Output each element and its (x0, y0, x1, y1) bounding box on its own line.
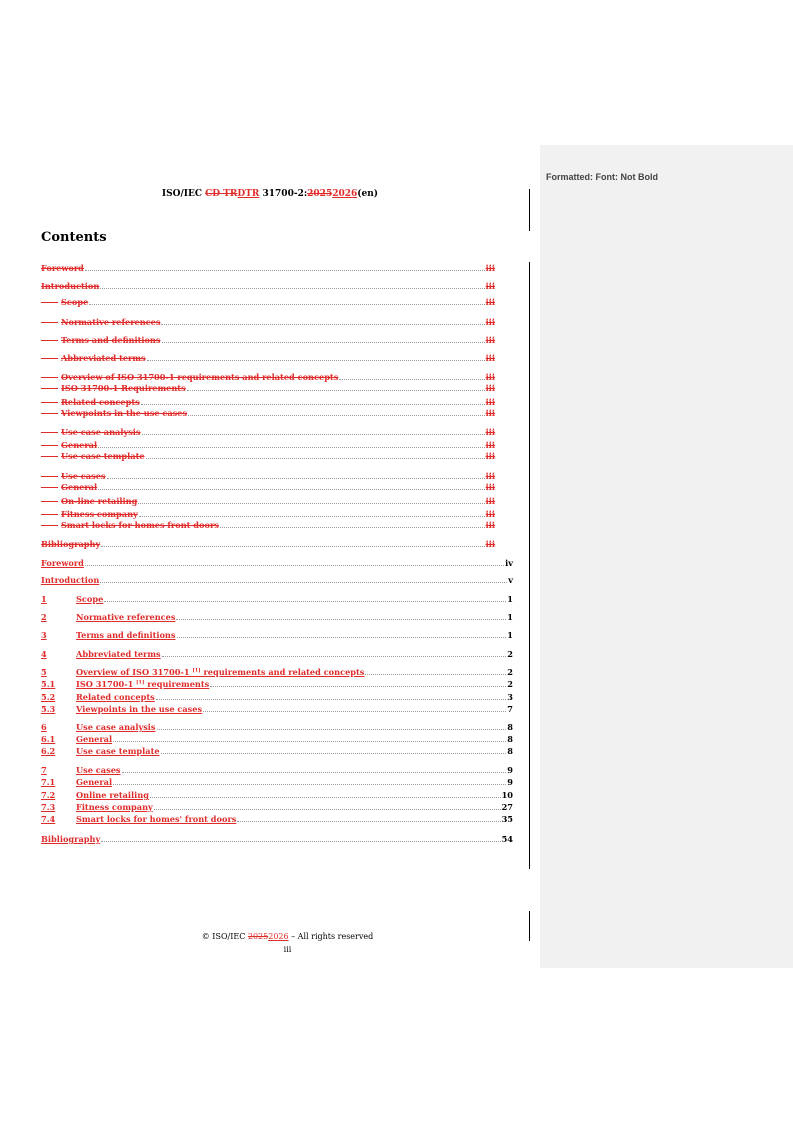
toc-leader-dots (85, 559, 504, 566)
toc-entry-number: 6.2 (41, 746, 56, 756)
toc-entry-title: Use cases (61, 471, 106, 481)
toc-entry-title: Abbreviated terms (61, 353, 146, 363)
toc-entry-title: Viewpoints in the use cases (61, 408, 188, 418)
toc-entry-page: iii (485, 509, 495, 519)
deleted-text: CD TR (205, 189, 238, 199)
toc-entry-page: 35 (501, 814, 513, 824)
toc-entry[interactable] (41, 482, 495, 492)
header-number: 31700-2: (259, 189, 308, 199)
toc-leader-dots (157, 723, 507, 730)
toc-entry-number: 1 (41, 594, 47, 604)
toc-leader-dots (339, 373, 484, 380)
toc-entry-number: 7.1 (41, 777, 56, 787)
toc-entry[interactable] (41, 263, 495, 273)
toc-entry-title: Overview of ISO 31700-1 requirements and related concepts (61, 372, 339, 382)
toc-entry-page: iv (505, 558, 513, 568)
toc-entry-number: 5.1 (41, 679, 56, 689)
footer-prefix: © ISO/IEC (201, 932, 248, 941)
deleted-text: 2025 (247, 932, 269, 941)
toc-entry-page: iii (485, 397, 495, 407)
toc-entry[interactable] (41, 353, 495, 363)
toc-entry[interactable] (41, 704, 513, 714)
toc-entry[interactable] (41, 372, 495, 382)
toc-entry-number: 7.3 (41, 802, 56, 812)
toc-leader-dots (161, 747, 507, 754)
toc-leader-dots (101, 540, 484, 547)
toc-entry[interactable] (41, 440, 495, 450)
toc-entry-page: 10 (501, 790, 513, 800)
toc-entry-page: 54 (501, 834, 513, 844)
toc-leader-dots (203, 705, 506, 712)
toc-entry[interactable] (41, 539, 495, 549)
toc-leader-dots (98, 483, 485, 490)
toc-entry-page: 27 (501, 802, 513, 812)
toc-leader-dots (210, 680, 506, 687)
toc-entry-number: 2 (41, 612, 47, 622)
toc-entry-page: 8 (507, 734, 513, 744)
toc-entry-title: Related concepts (76, 692, 155, 702)
toc-entry[interactable] (41, 558, 513, 568)
toc-entry[interactable] (41, 667, 513, 677)
comment-pane (540, 145, 793, 968)
toc-entry-title: General (61, 482, 98, 492)
toc-entry[interactable] (41, 765, 513, 775)
toc-entry-number: 3 (41, 630, 47, 640)
toc-entry-page: 8 (507, 746, 513, 756)
toc-entry[interactable] (41, 509, 495, 519)
toc-leader-dots (85, 264, 485, 271)
toc-entry-page: 8 (507, 722, 513, 732)
toc-entry[interactable] (41, 297, 495, 307)
toc-entry-page: 1 (507, 612, 513, 622)
toc-leader-dots (162, 336, 485, 343)
toc-entry-title: Terms and definitions (76, 630, 176, 640)
toc-entry-page: iii (485, 496, 495, 506)
toc-entry-number: 6.1 (41, 734, 56, 744)
copyright-footer (0, 932, 575, 941)
toc-entry-page: iii (485, 471, 495, 481)
toc-entry-number: 4 (41, 649, 47, 659)
toc-leader-dots (147, 354, 485, 361)
toc-leader-dots (176, 613, 506, 620)
toc-leader-dots (113, 778, 506, 785)
toc-entry-title: Use case analysis (61, 427, 141, 437)
toc-entry-page: iii (485, 317, 495, 327)
toc-entry-title: Foreword (41, 558, 84, 568)
toc-leader-dots (89, 298, 484, 305)
toc-entry[interactable] (41, 612, 513, 622)
toc-entry-number: 7.2 (41, 790, 56, 800)
contents-heading: Contents (41, 230, 107, 245)
toc-entry-page: iii (485, 520, 495, 530)
toc-leader-dots (98, 441, 485, 448)
toc-entry-page: iii (485, 372, 495, 382)
toc-leader-dots (141, 398, 485, 405)
toc-entry-title: Terms and definitions (61, 335, 161, 345)
toc-entry[interactable] (41, 408, 495, 418)
toc-leader-dots (156, 693, 507, 700)
toc-leader-dots (177, 631, 507, 638)
toc-entry-page: 2 (507, 649, 513, 659)
toc-entry[interactable] (41, 281, 495, 291)
toc-leader-dots (100, 282, 484, 289)
toc-entry-title: Scope (61, 297, 89, 307)
toc-entry-title: Bibliography (41, 539, 101, 549)
toc-entry-page: 1 (507, 630, 513, 640)
toc-leader-dots (188, 409, 485, 416)
inserted-text: 2026 (268, 932, 289, 941)
reference-marker: [1] (192, 667, 201, 674)
change-bar (529, 262, 530, 869)
toc-entry[interactable] (41, 802, 513, 812)
toc-entry-page: 1 (507, 594, 513, 604)
toc-entry-number: 5.2 (41, 692, 56, 702)
toc-entry[interactable] (41, 746, 513, 756)
reference-marker: [1] (136, 679, 145, 686)
toc-leader-dots (104, 595, 506, 602)
toc-entry-page: iii (485, 451, 495, 461)
toc-entry[interactable] (41, 790, 513, 800)
toc-entry-title: Introduction (41, 281, 100, 291)
toc-leader-dots (237, 815, 500, 822)
toc-leader-dots (139, 510, 485, 517)
toc-entry[interactable] (41, 814, 513, 824)
toc-leader-dots (138, 497, 484, 504)
toc-entry-number: 7.4 (41, 814, 56, 824)
toc-entry-title: General (76, 777, 113, 787)
toc-entry[interactable] (41, 630, 513, 640)
toc-leader-dots (146, 452, 485, 459)
toc-entry-title: Bibliography (41, 834, 101, 844)
toc-leader-dots (220, 521, 485, 528)
toc-entry-title: ISO 31700-1 [1] requirements (76, 679, 210, 689)
toc-entry[interactable] (41, 496, 495, 506)
toc-entry-title: Smart locks for homes' front doors (76, 814, 237, 824)
toc-entry-title: Use case analysis (76, 722, 156, 732)
inserted-text: DTR (237, 189, 260, 199)
toc-entry[interactable] (41, 317, 495, 327)
inserted-text: 2026 (332, 189, 358, 199)
toc-entry[interactable] (41, 471, 495, 481)
toc-entry-title: On-line retailing (61, 496, 138, 506)
toc-entry-page: 3 (507, 692, 513, 702)
toc-entry-title: Use cases (76, 765, 121, 775)
toc-entry-title: Introduction (41, 575, 100, 585)
toc-entry-title: Viewpoints in the use cases (76, 704, 203, 714)
toc-entry-page: iii (485, 383, 495, 393)
toc-leader-dots (142, 428, 485, 435)
header-prefix: ISO/IEC (161, 189, 206, 199)
toc-entry-page: iii (485, 263, 495, 273)
toc-entry-page: 9 (507, 777, 513, 787)
toc-entry[interactable] (41, 427, 495, 437)
toc-entry-page: iii (485, 297, 495, 307)
toc-entry[interactable] (41, 335, 495, 345)
toc-entry-title: Normative references (76, 612, 176, 622)
toc-entry-page: iii (485, 427, 495, 437)
toc-entry-number: 7 (41, 765, 47, 775)
toc-entry-number: 6 (41, 722, 47, 732)
toc-entry-page: 9 (507, 765, 513, 775)
toc-entry[interactable] (41, 734, 513, 744)
toc-leader-dots (107, 472, 485, 479)
toc-entry-number: 5 (41, 667, 47, 677)
toc-leader-dots (150, 791, 501, 798)
toc-entry-number: 5.3 (41, 704, 56, 714)
toc-entry[interactable] (41, 575, 513, 585)
toc-entry-title: Normative references (61, 317, 161, 327)
toc-entry-page: 2 (507, 679, 513, 689)
toc-entry[interactable] (41, 722, 513, 732)
toc-entry[interactable] (41, 834, 513, 844)
toc-leader-dots (162, 650, 507, 657)
toc-entry-title: General (61, 440, 98, 450)
toc-leader-dots (154, 803, 501, 810)
toc-entry-page: iii (485, 539, 495, 549)
toc-entry-title: Online retailing (76, 790, 149, 800)
toc-entry-page: iii (485, 408, 495, 418)
toc-leader-dots (365, 668, 506, 675)
toc-entry[interactable] (41, 520, 495, 530)
toc-entry-title: Overview of ISO 31700-1 [1] requirements and related concepts (76, 667, 365, 677)
toc-entry[interactable] (41, 383, 495, 393)
toc-entry[interactable] (41, 397, 495, 407)
footer-suffix: – All rights reserved (288, 932, 374, 941)
toc-entry-page: v (508, 575, 513, 585)
toc-entry-page: iii (485, 335, 495, 345)
toc-entry-page: iii (485, 482, 495, 492)
toc-entry-page: 7 (507, 704, 513, 714)
toc-entry-title: Fitness company (61, 509, 138, 519)
toc-entry-title: Related concepts (61, 397, 140, 407)
toc-entry-page: 2 (507, 667, 513, 677)
toc-entry-title: Use case template (76, 746, 160, 756)
toc-entry-page: iii (485, 353, 495, 363)
toc-entry-title: Scope (76, 594, 104, 604)
toc-entry[interactable] (41, 692, 513, 702)
toc-entry[interactable] (41, 594, 513, 604)
toc-leader-dots (113, 735, 506, 742)
toc-entry[interactable] (41, 649, 513, 659)
toc-leader-dots (161, 318, 484, 325)
comment-balloon-label[interactable]: Formatted: Font: Not Bold (546, 172, 658, 182)
document-header (0, 189, 540, 199)
header-suffix: (en) (357, 189, 379, 199)
toc-leader-dots (101, 835, 500, 842)
toc-entry-title: General (76, 734, 113, 744)
toc-entry[interactable] (41, 777, 513, 787)
toc-entry-title: Abbreviated terms (76, 649, 161, 659)
toc-entry-title: Smart locks for homes front doors (61, 520, 219, 530)
toc-leader-dots (122, 766, 507, 773)
toc-entry-title: Fitness company (76, 802, 153, 812)
toc-leader-dots (100, 576, 507, 583)
toc-entry-page: iii (485, 281, 495, 291)
toc-leader-dots (187, 384, 485, 391)
deleted-text: 2025 (307, 189, 333, 199)
toc-entry-page: iii (485, 440, 495, 450)
toc-entry-title: Foreword (41, 263, 84, 273)
toc-entry[interactable] (41, 679, 513, 689)
toc-entry[interactable] (41, 451, 495, 461)
toc-entry-title: ISO 31700-1 Requirements (61, 383, 186, 393)
page-number: iii (283, 945, 292, 954)
toc-entry-title: Use case template (61, 451, 145, 461)
